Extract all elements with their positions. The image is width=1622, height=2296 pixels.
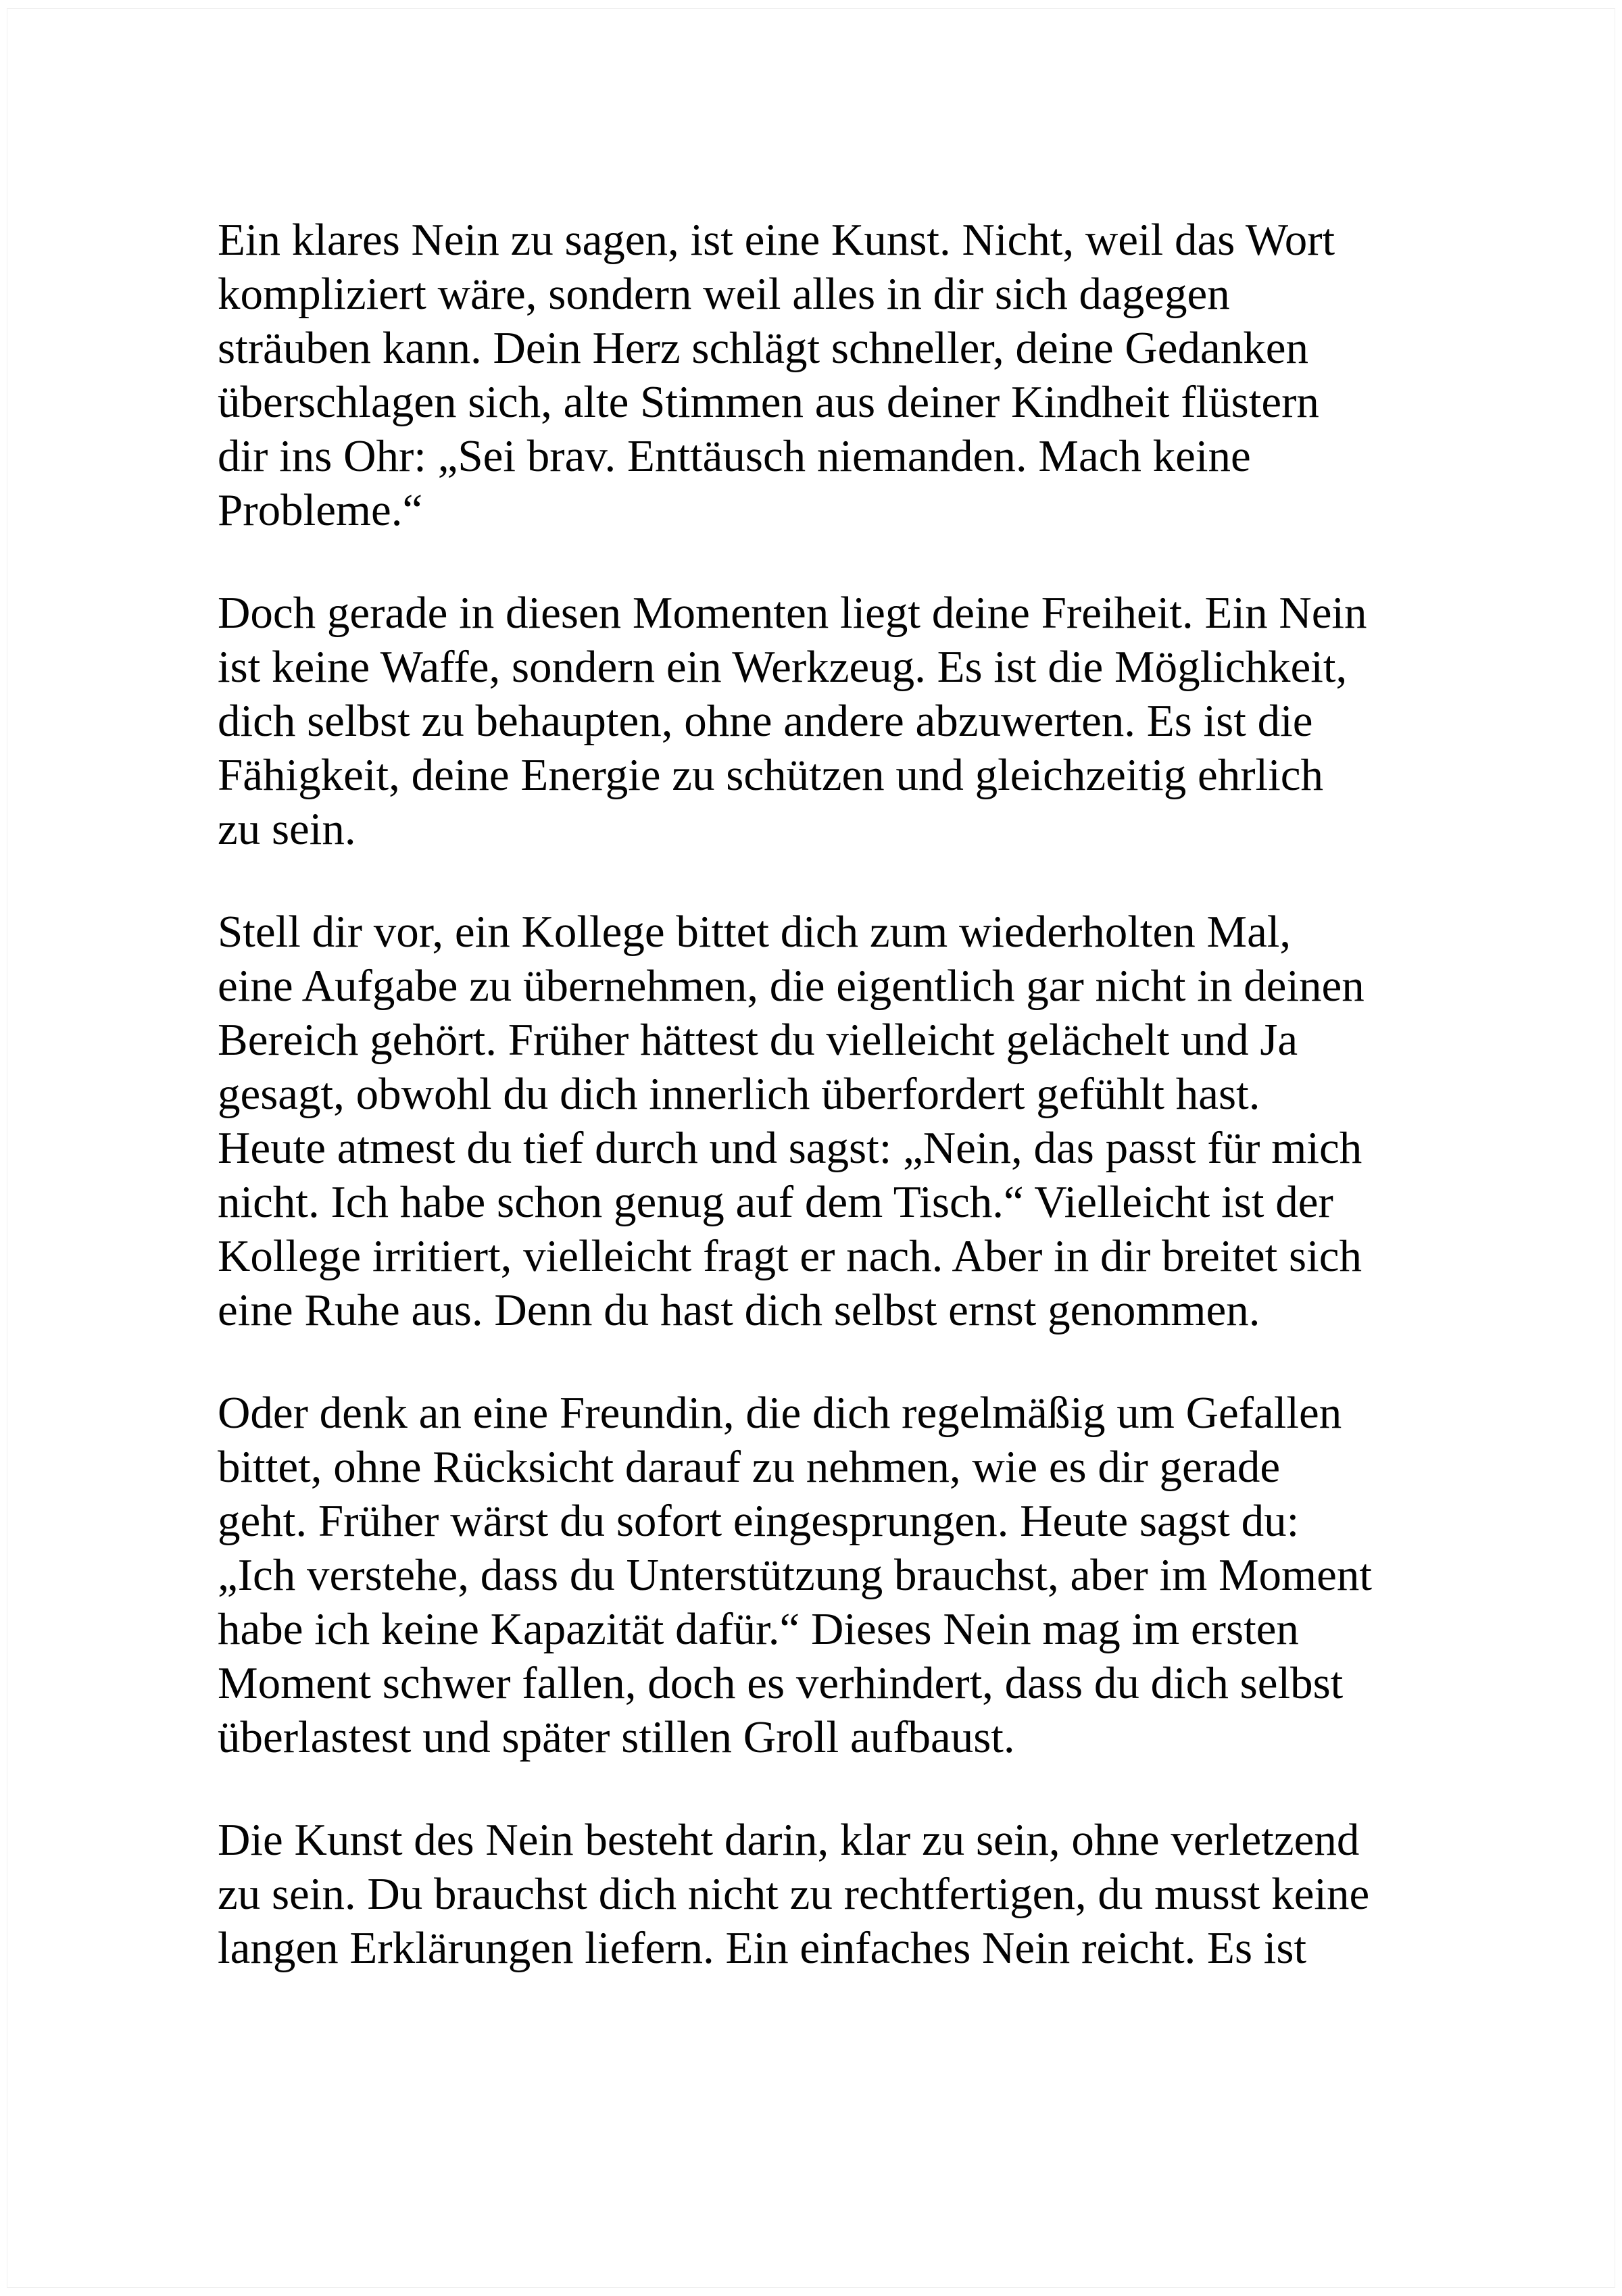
text-line: dich selbst zu behaupten, ohne andere abzuwerten. Es ist die (218, 696, 1313, 746)
text-line: Moment schwer fallen, doch es verhindert, dass du dich selbst (218, 1658, 1344, 1708)
paragraph (218, 905, 1448, 1337)
text-line: habe ich keine Kapazität dafür.“ Dieses Nein mag im ersten (218, 1604, 1299, 1654)
text-line: dir ins Ohr: „Sei brav. Enttäusch niemanden. Mach keine (218, 431, 1251, 481)
paragraph (218, 586, 1448, 856)
text-line: Stell dir vor, ein Kollege bittet dich zum wiederholten Mal, (218, 907, 1292, 957)
text-line: zu sein. (218, 804, 356, 854)
text-line: nicht. Ich habe schon genug auf dem Tisch.“ Vielleicht ist der (218, 1177, 1333, 1227)
text-line: gesagt, obwohl du dich innerlich überfordert gefühlt hast. (218, 1069, 1260, 1119)
paragraph (218, 1386, 1448, 1764)
text-line: Die Kunst des Nein besteht darin, klar zu sein, ohne verletzend (218, 1815, 1360, 1865)
paragraph (218, 1813, 1448, 1975)
text-line: Kollege irritiert, vielleicht fragt er nach. Aber in dir breitet sich (218, 1231, 1362, 1281)
document-body (218, 213, 1448, 1975)
paragraph (218, 213, 1448, 537)
text-line: eine Ruhe aus. Denn du hast dich selbst ernst genommen. (218, 1285, 1260, 1335)
text-line: Ein klares Nein zu sagen, ist eine Kunst. Nicht, weil das Wort (218, 215, 1335, 265)
text-line: eine Aufgabe zu übernehmen, die eigentlich gar nicht in deinen (218, 961, 1365, 1011)
text-line: Bereich gehört. Früher hättest du vielleicht gelächelt und Ja (218, 1015, 1298, 1065)
text-line: Fähigkeit, deine Energie zu schützen und gleichzeitig ehrlich (218, 750, 1323, 800)
text-line: ist keine Waffe, sondern ein Werkzeug. Es ist die Möglichkeit, (218, 642, 1348, 692)
text-line: kompliziert wäre, sondern weil alles in dir sich dagegen (218, 269, 1230, 319)
text-line: geht. Früher wärst du sofort eingesprungen. Heute sagst du: (218, 1496, 1300, 1546)
text-line: Oder denk an eine Freundin, die dich regelmäßig um Gefallen (218, 1388, 1342, 1438)
text-line: überschlagen sich, alte Stimmen aus deiner Kindheit flüstern (218, 377, 1319, 427)
text-line: überlastest und später stillen Groll aufbaust. (218, 1712, 1015, 1762)
text-line: zu sein. Du brauchst dich nicht zu rechtfertigen, du musst keine (218, 1869, 1370, 1919)
text-line: sträuben kann. Dein Herz schlägt schneller, deine Gedanken (218, 323, 1308, 373)
text-line: Heute atmest du tief durch und sagst: „Nein, das passt für mich (218, 1123, 1362, 1173)
text-line: bittet, ohne Rücksicht darauf zu nehmen, wie es dir gerade (218, 1442, 1281, 1492)
text-line: Probleme.“ (218, 485, 423, 535)
text-line: „Ich verstehe, dass du Unterstützung brauchst, aber im Moment (218, 1550, 1373, 1600)
text-line: Doch gerade in diesen Momenten liegt deine Freiheit. Ein Nein (218, 588, 1367, 638)
text-line: langen Erklärungen liefern. Ein einfaches Nein reicht. Es ist (218, 1923, 1307, 1973)
